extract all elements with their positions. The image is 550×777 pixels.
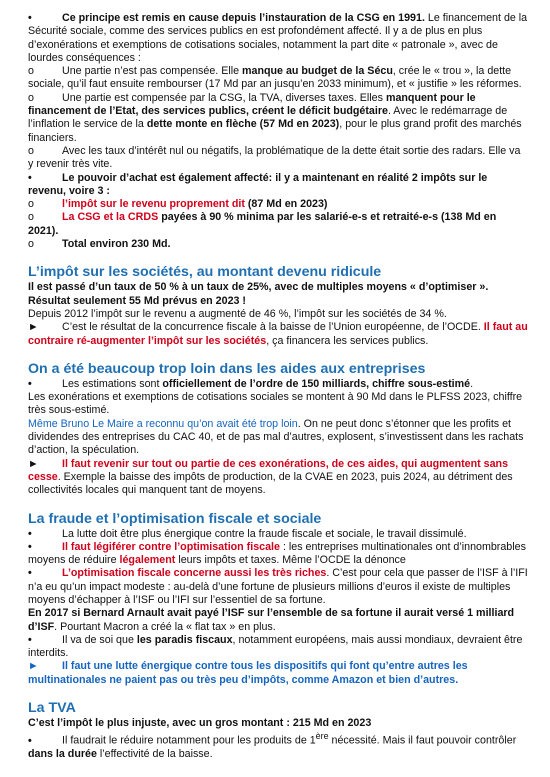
text: , ça financera les services publics. [266, 334, 429, 347]
text: . C’est pour cela que passer de l’ISF à l’IFI n’a eu qu’un impact modeste : au-delà d’une fortune de plusieurs millions d’euros il existe de multiples moyens d’échapper à l’ISF ou l’IFI sur l’essentiel de sa fortune. [28, 567, 528, 606]
text: Une partie est compensée par la CSG, la TVA, diverses taxes. Elles [62, 91, 386, 104]
red-emphasis: Il faut revenir sur tout ou partie de ces exonérations, de ces aides, qui augmentent sans cesse [28, 457, 509, 483]
text: Avec les taux d’intérêt nul ou négatifs, la problématique de la dette était sortie des radars. Elle va y revenir très vite. [28, 144, 521, 171]
document-page [28, 12, 528, 762]
paragraph [28, 145, 528, 172]
bullet-circle: o [28, 65, 34, 78]
text: Les estimations sont [62, 377, 163, 390]
emphasis: Ce principe est remis en cause depuis l’instauration de la CSG en 1991. [62, 12, 425, 24]
paragraph [28, 172, 528, 199]
emphasis: (87 Md en 2023) [244, 198, 328, 211]
text: . Exemple la baisse des impôts de production, de la CVAE en 2023, puis 2024, au détriment des collectivités locales qui manquent tant de moyens. [28, 470, 513, 497]
blue-emphasis: Même Bruno Le Maire a reconnu qu’on avait été trop loin [28, 417, 298, 430]
red-emphasis: Il faut au contraire ré-augmenter l’impôt sur les sociétés [28, 321, 528, 347]
red-emphasis: l’impôt sur le revenu proprement dit [62, 198, 245, 211]
text: La lutte doit être plus énergique contre la fraude fiscale et sociale, le travail dissimulé. [62, 527, 467, 540]
text: , pour le plus grand profit des marchés financiers. [28, 118, 522, 144]
emphasis: officiellement de l’ordre de 150 milliards, chiffre sous-estimé [162, 377, 471, 390]
emphasis: Total environ 230 Md. [62, 238, 171, 251]
paragraph [28, 321, 528, 348]
bullet-circle: o [28, 211, 34, 224]
paragraph [28, 607, 528, 634]
text: leurs impôts et taxes. Même l’OCDE la dénonce [175, 554, 406, 567]
paragraph [28, 92, 528, 145]
text: Il va de soi que [62, 633, 137, 646]
red-emphasis: La CSG et la CRDS [62, 211, 159, 224]
bullet-dot: • [28, 734, 32, 747]
emphasis: manque au budget de la Sécu [242, 65, 393, 78]
paragraph: Depuis 2012 l’impôt sur le revenu a augmenté de 46 %, l’impôt sur les sociétés de 34 %. [28, 307, 447, 320]
bullet-dot: • [28, 633, 32, 646]
text: . On ne peut donc s’étonner que les profits et dividendes des entreprises du CAC 40, et de pas mal d’autres, explosent, s’investissent dans les rachats d’action, la spéculation. [28, 417, 524, 457]
emphasis: Le pouvoir d’achat est également affecté: il y a maintenant en réalité 2 impôts sur le revenu, voire 3 : [28, 171, 488, 197]
red-emphasis: légalement [119, 554, 176, 567]
emphasis: dans la durée [28, 748, 97, 761]
paragraph [28, 528, 528, 541]
blue-emphasis: Il faut une lutte énergique contre tous les dispositifs qui font qu’entre autres les multinationales ne paient pas ou très peu d’impôts, comme Amazon et bien d’autres [28, 660, 468, 686]
paragraph: Il est passé d’un taux de 50 % à un taux de 25%, avec de multiples moyens « d’optimiser ». Résultat seulement 55 Md prévus en 2023 ! [28, 281, 489, 307]
bullet-circle: o [28, 91, 34, 104]
paragraph [28, 12, 528, 65]
text: : les entreprises multinationales ont d’innombrables moyens de réduire [28, 540, 526, 567]
paragraph: Les exonérations et exemptions de cotisations sociales se montent à 90 Md dans le PLFSS 2023, chiffre très sous-estimé. [28, 391, 523, 417]
emphasis: dette monte en flèche (57 Md en 2023) [146, 118, 340, 131]
text: Le financement de la Sécurité sociale, comme des services publics en est profondément affecté. Il y a de plus en plus d’exonérations et exemptions de cotisations sociales, notamment la part dite « patronale », avec de lourdes conséquences : [28, 12, 528, 64]
paragraph [28, 418, 528, 458]
bullet-dot: • [28, 171, 32, 184]
emphasis: manquent pour le financement de l’Etat, des services publics, créent le déficit budgétaire [28, 91, 476, 118]
paragraph [28, 198, 528, 211]
section-heading: La TVA [28, 700, 76, 717]
paragraph [28, 65, 528, 92]
bullet-dot: • [28, 567, 32, 580]
bullet-circle: o [28, 144, 34, 157]
text: , notamment européens, mais aussi mondiaux, devraient être interdits. [28, 633, 523, 660]
bullet-arrow: ► [28, 660, 39, 673]
bullet-dot: • [28, 377, 32, 390]
paragraph [28, 567, 528, 607]
paragraph [28, 541, 528, 568]
text: Une partie n’est pas compensée. Elle [62, 65, 243, 78]
emphasis: En 2017 si Bernard Arnault avait payé l’ISF sur l’ensemble de sa fortune il aurait versé 1 milliard d’ISF [28, 607, 515, 633]
bullet-arrow: ► [28, 321, 39, 334]
paragraph [28, 730, 528, 761]
text: . [470, 377, 474, 390]
paragraph [28, 211, 528, 238]
superscript: ère [315, 731, 329, 742]
bullet-circle: o [28, 238, 34, 251]
bullet-circle: o [28, 198, 34, 211]
section-heading: L’impôt sur les sociétés, au montant devenu ridicule [28, 264, 382, 281]
red-emphasis: L’optimisation fiscale concerne aussi les très riches [62, 567, 327, 580]
bullet-dot: • [28, 527, 32, 540]
text: . [455, 673, 459, 686]
text: C’est le résultat de la concurrence fiscale à la baisse de l’Union européenne, de l’OCDE. [62, 321, 484, 334]
bullet-dot: • [28, 540, 32, 553]
paragraph [28, 238, 528, 251]
text: , crée le « trou », la dette sociale, qu’il faut ensuite rembourser (17 Md par an jusqu’en 2033 minimum), et « justifie » les réformes. [28, 65, 522, 91]
paragraph: C’est l’impôt le plus injuste, avec un gros montant : 215 Md en 2023 [28, 717, 372, 730]
section-heading: On a été beaucoup trop loin dans les aides aux entreprises [28, 360, 426, 377]
paragraph [28, 458, 528, 498]
section-heading: La fraude et l’optimisation fiscale et sociale [28, 510, 322, 527]
text: l’effectivité de la baisse. [96, 748, 213, 761]
text: . Avec le redémarrage de l’inflation le service de la [28, 105, 508, 131]
text: . Pourtant Macron a créé la « flat tax » en plus. [54, 620, 276, 633]
emphasis: payées à 90 % minima par les salarié-e-s et retraité-e-s (138 Md en 2021). [28, 211, 497, 237]
bullet-arrow: ► [28, 457, 39, 470]
paragraph [28, 378, 528, 391]
red-emphasis: Il faut légiférer contre l’optimisation fiscale [62, 540, 280, 553]
bullet-dot: • [28, 12, 32, 24]
text: Il faudrait le réduire notamment pour les produits de 1 [62, 734, 316, 747]
paragraph [28, 634, 528, 661]
emphasis: les paradis fiscaux [136, 633, 233, 646]
text: nécessité. Mais il faut pouvoir contrôler [328, 734, 517, 747]
paragraph [28, 660, 528, 687]
